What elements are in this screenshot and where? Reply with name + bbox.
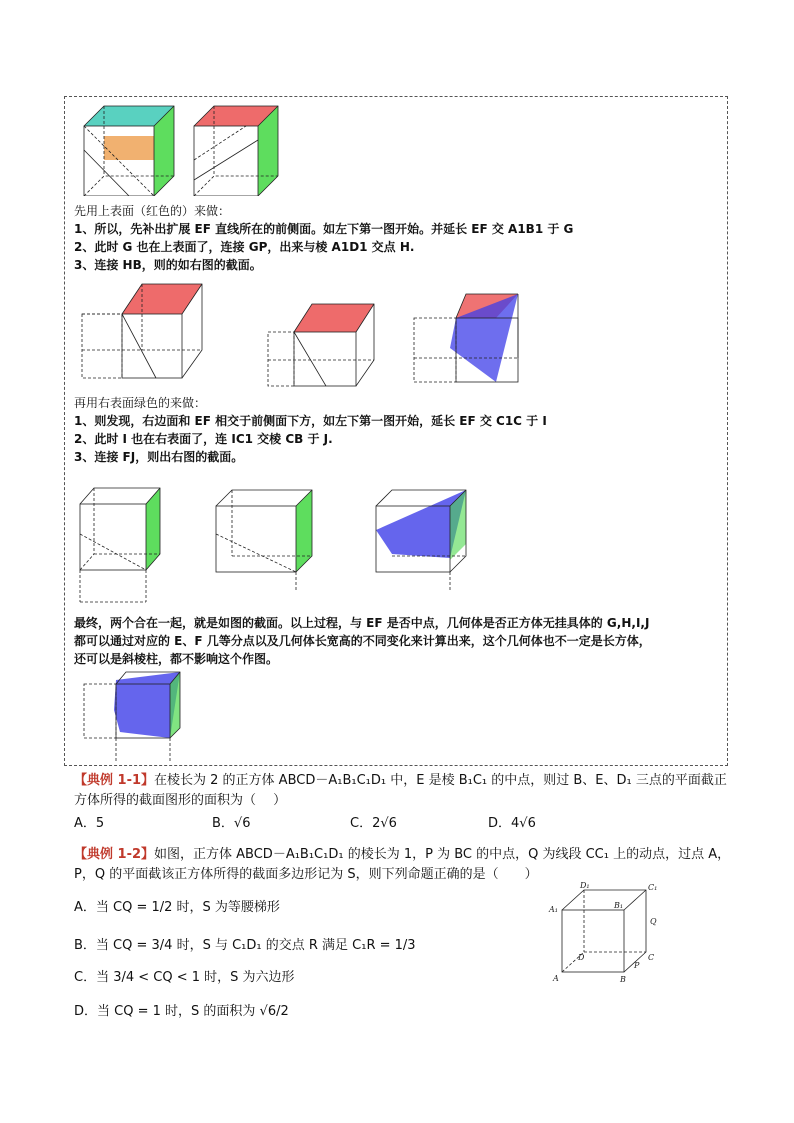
- example-2-text-1: 如图，正方体 ABCD－A₁B₁C₁D₁ 的棱长为 1，P 为 BC 的中点，Q 为线段 CC₁ 上的动点，过点 A，: [154, 847, 731, 862]
- example-2-option-b[interactable]: B．当 CQ = 3/4 时，S 与 C₁D₁ 的交点 R 满足 C₁R = 1/3: [74, 938, 416, 953]
- example-2-option-d[interactable]: D．当 CQ = 1 时，S 的面积为 √6/2: [74, 1004, 289, 1019]
- cube-diagram: [544, 882, 664, 988]
- section2-step-1: 1、则发现，右边面和 EF 相交于前侧面下方，如左下第一图开始，延长 EF 交 C1C 于 I: [74, 414, 547, 428]
- example-1-text-1: 在棱长为 2 的正方体 ABCD－A₁B₁C₁D₁ 中，E 是棱 B₁C₁ 的中点，则过 B、E、D₁ 三点的平面截正: [154, 773, 727, 788]
- section1-step-2: 2、此时 G 也在上表面了，连接 GP，出来与棱 A1D1 交点 H.: [74, 240, 415, 254]
- figure-row2-b: [266, 296, 386, 392]
- section1-step-1: 1、所以，先补出扩展 EF 直线所在的前侧面。如左下第一图开始。并延长 EF 交 A1B1 于 G: [74, 222, 574, 236]
- example-2-text-2: P，Q 的平面截该正方体所得的截面多边形记为 S，则下列命题正确的是（ ）: [74, 867, 538, 882]
- section2-title: 再用右表面绿色的来做：: [74, 396, 207, 410]
- label-a: A: [553, 974, 559, 983]
- label-c1: C₁: [648, 883, 658, 892]
- section1-title: 先用上表面（红色的）来做：: [74, 204, 231, 218]
- summary-line-3: 还可以是斜棱柱，都不影响这个作图。: [74, 652, 279, 666]
- example-1-line-1: [74, 772, 727, 790]
- example-1-text-2: 方体所得的截面图形的面积为（ ）: [74, 793, 287, 808]
- example-1-option-d[interactable]: D．4√6: [488, 816, 536, 831]
- label-b1: B₁: [614, 901, 624, 910]
- example-2-option-c[interactable]: C．当 3/4 < CQ < 1 时，S 为六边形: [74, 970, 295, 985]
- figure-cube-2: [186, 100, 286, 196]
- figure-row3-c: [370, 484, 475, 594]
- figure-row2-a: [78, 280, 218, 390]
- example-1-option-c[interactable]: C．2√6: [350, 816, 397, 831]
- section1-step-3: 3、连接 HB，则的如右图的截面。: [74, 258, 262, 272]
- summary-line-2: 都可以通过对应的 E、F 几等分点以及几何体长宽高的不同变化来计算出来，这个几何体也不一定是长方体，: [74, 634, 651, 648]
- label-d: D: [578, 953, 585, 962]
- figure-row2-c: [410, 288, 525, 388]
- label-a1: A₁: [549, 905, 558, 914]
- summary-line-1: 最终，两个合在一起，就是如图的截面。以上过程，与 EF 是否中点，几何体是否正方体无挂具体的 G,H,I,J: [74, 616, 650, 630]
- label-b: B: [620, 975, 626, 984]
- example-1-option-a[interactable]: A．5: [74, 816, 105, 831]
- example-2-line-1: [74, 846, 730, 864]
- section2-step-3: 3、连接 FJ，则出右图的截面。: [74, 450, 244, 464]
- label-p: P: [634, 961, 640, 970]
- label-c: C: [648, 953, 655, 962]
- figure-final: [80, 668, 190, 764]
- figure-row3-b: [212, 484, 332, 594]
- example-1-option-b[interactable]: B．√6: [212, 816, 251, 831]
- label-q: Q: [650, 917, 657, 926]
- figure-cube-1: [74, 100, 184, 196]
- figure-row3-a: [76, 484, 166, 604]
- section2-step-2: 2、此时 I 也在右表面了，连 IC1 交棱 CB 于 J.: [74, 432, 333, 446]
- example-2-option-a[interactable]: A．当 CQ = 1/2 时，S 为等腰梯形: [74, 900, 280, 915]
- example-2-tag: 【典例 1-2】: [74, 847, 155, 862]
- label-d1: D₁: [580, 882, 590, 890]
- example-1-tag: 【典例 1-1】: [74, 773, 155, 788]
